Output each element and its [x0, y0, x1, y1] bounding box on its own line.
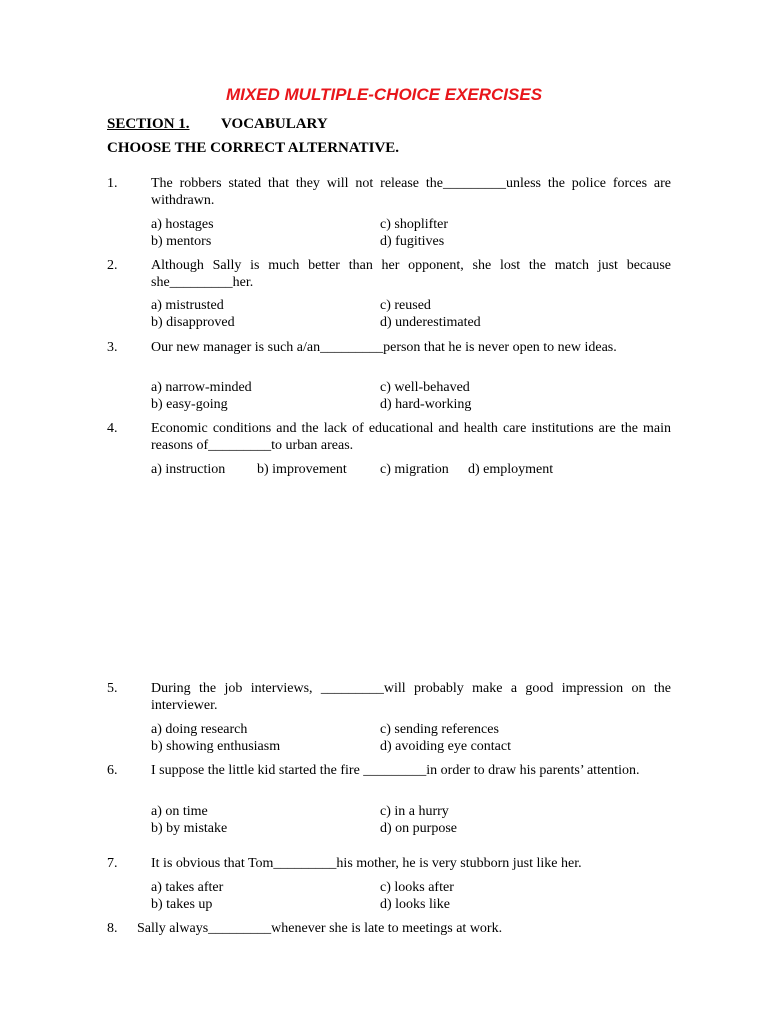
option-b: b) disapproved [151, 315, 235, 330]
question-text: It is obvious that Tom_________his mother, he is very stubborn just like her. [151, 856, 582, 871]
question-text: The robbers stated that they will not release the_________unless the police forces are withdrawn. [151, 176, 671, 208]
option-d: d) avoiding eye contact [380, 739, 512, 754]
option-b: b) easy-going [151, 397, 228, 412]
option-a: a) instruction [151, 462, 226, 477]
option-d: d) hard-working [380, 397, 472, 412]
option-b: b) mentors [151, 234, 212, 249]
option-c: c) reused [380, 298, 431, 313]
question-number: 6. [107, 763, 118, 778]
option-d: d) employment [468, 462, 554, 477]
option-a: a) on time [151, 804, 208, 819]
question-text: I suppose the little kid started the fire _________in order to draw his parents’ attention. [151, 763, 640, 778]
option-b: b) by mistake [151, 821, 228, 836]
option-b: b) improvement [257, 462, 347, 477]
option-c: c) well-behaved [380, 380, 470, 395]
page-title: MIXED MULTIPLE-CHOICE EXERCISES [225, 85, 543, 104]
question-text: Economic conditions and the lack of educational and health care institutions are the main reasons of_________to urban areas. [151, 421, 671, 453]
question-text: Although Sally is much better than her opponent, she lost the match just because she_________her. [151, 258, 671, 290]
option-a: a) narrow-minded [151, 380, 252, 395]
section-name: VOCABULARY [221, 116, 328, 132]
question-number: 2. [107, 258, 118, 273]
question-text: Sally always_________whenever she is late to meetings at work. [137, 921, 503, 936]
question-number: 4. [107, 421, 118, 436]
option-a: a) takes after [151, 880, 224, 895]
option-a: a) doing research [151, 722, 248, 737]
question-text: During the job interviews, _________will probably make a good impression on the interviewer. [151, 681, 671, 713]
option-c: c) sending references [380, 722, 499, 737]
question-number: 8. [107, 921, 118, 936]
option-b: b) takes up [151, 897, 213, 912]
option-c: c) in a hurry [380, 804, 449, 819]
option-c: c) migration [380, 462, 449, 477]
question-text: Our new manager is such a/an_________person that he is never open to new ideas. [151, 340, 617, 355]
option-c: c) looks after [380, 880, 454, 895]
section-label: SECTION 1. [107, 116, 190, 132]
option-d: d) looks like [380, 897, 450, 912]
option-d: d) on purpose [380, 821, 457, 836]
question-number: 5. [107, 681, 118, 696]
option-a: a) mistrusted [151, 298, 224, 313]
option-c: c) shoplifter [380, 217, 449, 232]
question-number: 7. [107, 856, 118, 871]
option-d: d) fugitives [380, 234, 445, 249]
question-number: 3. [107, 340, 118, 355]
instruction: CHOOSE THE CORRECT ALTERNATIVE. [107, 140, 400, 156]
question-number: 1. [107, 176, 118, 191]
option-b: b) showing enthusiasm [151, 739, 281, 754]
option-a: a) hostages [151, 217, 214, 232]
option-d: d) underestimated [380, 315, 481, 330]
